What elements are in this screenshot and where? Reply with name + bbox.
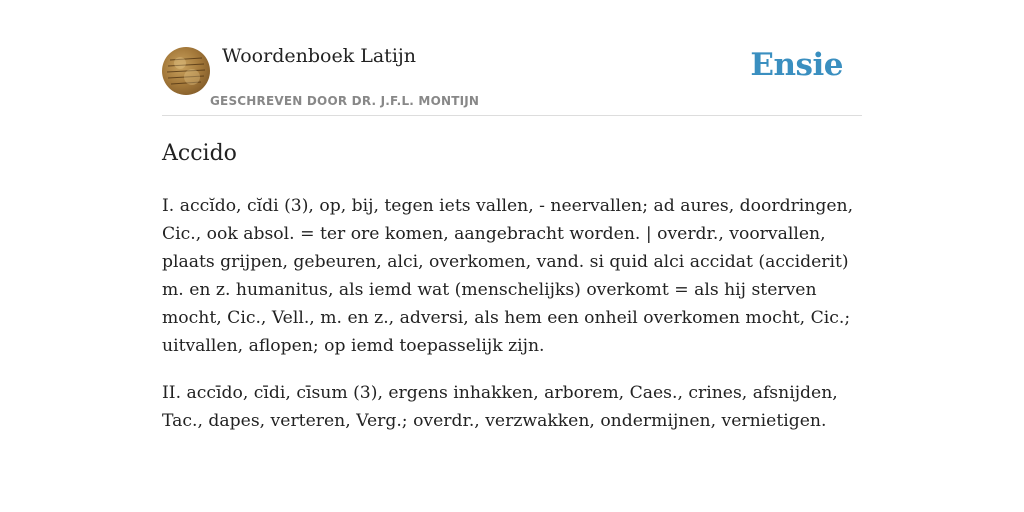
ensie-logo[interactable]: Ensie <box>750 47 843 83</box>
dictionary-avatar[interactable] <box>162 47 210 95</box>
coin-inscription-icon <box>162 47 210 95</box>
entry-title: Accido <box>162 141 237 166</box>
definition-paragraph-1: I. accĭdo, cĭdi (3), op, bij, tegen iets vallen, - neervallen; ad aures, doordringen, Cic., ook absol. = ter ore komen, aangebracht worden. | overdr., voorvallen, plaats grijpen, gebeuren, alci, overkomen, vand. si quid alci accidat (acciderit) m. en z. humanitus, als iemd wat (menschelijks) overkomt = als hij sterven mocht, Cic., Vell., m. en z., adversi, als hem een onheil overkomen mocht, Cic.; uitvallen, aflopen; op iemd toepasselijk zijn. <box>162 196 854 356</box>
definition-paragraph-2: II. accīdo, cīdi, cīsum (3), ergens inhakken, arborem, Caes., crines, afsnijden, Tac., dapes, verteren, Verg.; overdr., verzwakken, ondermijnen, vernietigen. <box>162 383 838 431</box>
author-byline[interactable]: GESCHREVEN DOOR DR. J.F.L. MONTIJN <box>210 94 480 108</box>
dictionary-header <box>162 0 862 116</box>
dictionary-title[interactable]: Woordenboek Latijn <box>222 45 417 67</box>
page-container <box>162 0 862 431</box>
